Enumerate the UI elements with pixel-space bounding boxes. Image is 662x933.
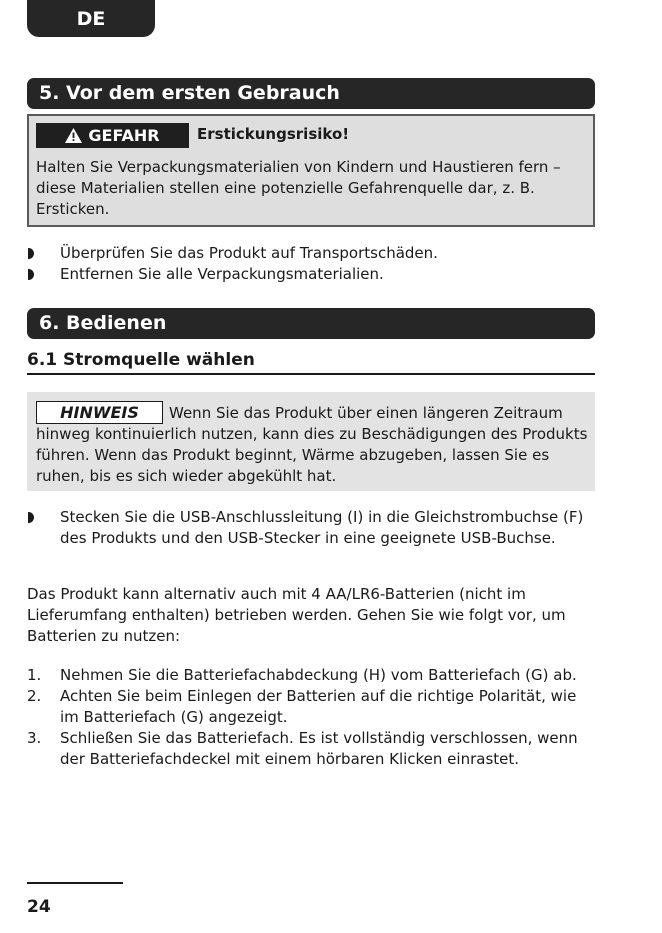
list-item-text: Überprüfen Sie das Produkt auf Transportschäden.: [60, 244, 438, 262]
first-use-bullet-list: [27, 243, 595, 285]
subsection-heading: 6.1 Stromquelle wählen: [27, 350, 595, 375]
danger-label-text: GEFAHR: [88, 126, 160, 145]
step-number: 3.: [27, 729, 42, 747]
step-item: [27, 728, 595, 770]
step-item: [27, 665, 595, 686]
usb-bullet-list: [27, 507, 595, 549]
bullet-icon: [28, 248, 34, 259]
step-text: Achten Sie beim Einlegen der Batterien auf die richtige Polarität, wie im Batteriefach (G) angezeigt.: [60, 687, 577, 726]
section-heading-first-use: 5. Vor dem ersten Gebrauch: [27, 78, 595, 109]
bullet-icon: [28, 512, 34, 523]
list-item: [27, 243, 595, 264]
danger-text: Halten Sie Verpackungsmaterialien von Kindern und Haustieren fern – diese Materialien stellen eine potenzielle Gefahrenquelle dar, z. B. Ersticken.: [36, 158, 561, 218]
list-item: [27, 507, 595, 549]
step-number: 2.: [27, 687, 42, 705]
note-label: HINWEIS: [36, 401, 163, 424]
danger-title: Erstickungsrisiko!: [197, 125, 350, 143]
step-item: [27, 686, 595, 728]
footer-divider: [27, 882, 123, 884]
section-heading-operation: 6. Bedienen: [27, 308, 595, 339]
list-item-text: Entfernen Sie alle Verpackungsmaterialien.: [60, 265, 384, 283]
danger-warning-box: [27, 114, 595, 227]
page-number: 24: [27, 897, 51, 917]
bullet-icon: [28, 269, 34, 280]
list-item-text: Stecken Sie die USB-Anschlussleitung (I) in die Gleichstrombuchse (F) des Produkts und den USB-Stecker in eine geeignete USB-Buchse.: [60, 508, 584, 547]
battery-steps-list: [27, 665, 595, 770]
list-item: [27, 264, 595, 285]
language-tab: DE: [27, 0, 155, 37]
step-number: 1.: [27, 666, 42, 684]
danger-label: [36, 123, 189, 148]
step-text: Nehmen Sie die Batteriefachabdeckung (H) vom Batteriefach (G) ab.: [60, 666, 577, 684]
warning-triangle-icon: [65, 128, 82, 143]
battery-paragraph: Das Produkt kann alternativ auch mit 4 AA/LR6-Batterien (nicht im Lieferumfang enthalten) betrieben werden. Gehen Sie wie folgt vor, um Batterien zu nutzen:: [27, 585, 566, 645]
note-text: Wenn Sie das Produkt über einen längeren Zeitraum hinweg kontinuierlich nutzen, kann dies zu Beschädigungen des Produkts führen. Wenn das Produkt beginnt, Wärme abzugeben, lassen Sie es ruhen, bis es sich wieder abgekühlt hat.: [36, 404, 588, 485]
step-text: Schließen Sie das Batteriefach. Es ist vollständig verschlossen, wenn der Batteriefachdeckel mit einem hörbaren Klicken einrastet.: [60, 729, 578, 768]
note-box: [27, 392, 595, 491]
